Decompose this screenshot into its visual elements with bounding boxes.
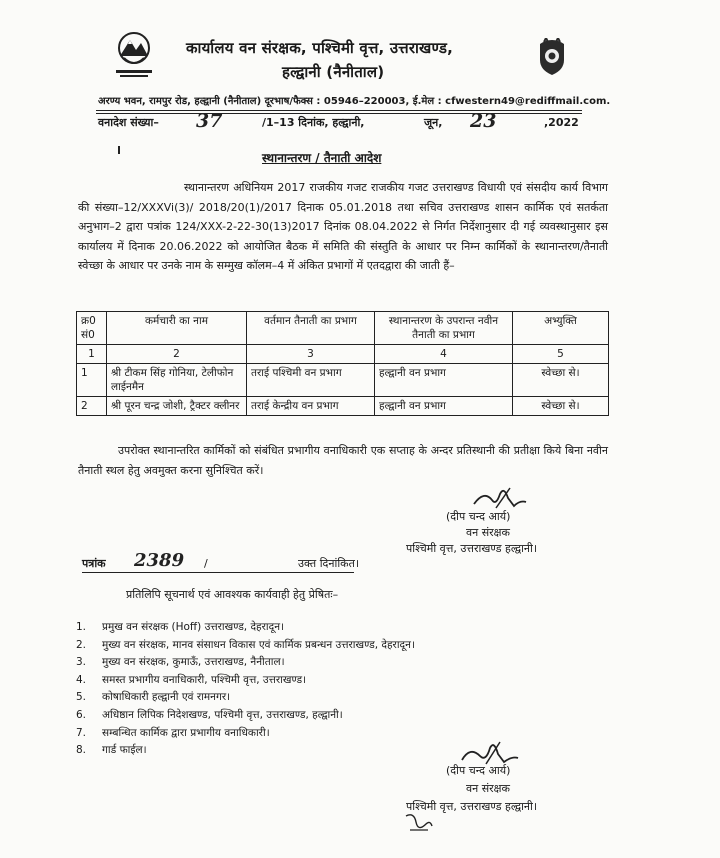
copy-intro: प्रतिलिपि सूचनार्थ एवं आवश्यक कार्यवाही हेतु प्रेषितः–	[126, 588, 339, 601]
letter-ref-number-handwritten: 2389	[134, 550, 185, 571]
body-paragraph: स्थानान्तरण अधिनियम 2017 राजकीय गजट राजकीय गजट उत्तराखण्ड विधायी एवं संसदीय कार्य विभाग की संख्या–12/XXXVi(3)/ 2018/20(1)/2017 दिनाक 05.01.2018 तथा सचिव उत्तराखण्ड शासन कार्मिक एवं सतर्कता अनुभाग–2 द्वारा पत्रांक 124/XXX-2-22-30(13)2017 दिनांक 08.04.2022 से निर्गत निर्देशानुसार दी गई व्यवस्थानुसार इस कार्यालय में दिनाक 20.06.2022 को आयोजित बैठक में समिति की संस्तुति के आधार पर निम्न कार्मिकों के स्थानान्तरण/तैनाती स्वेच्छा के आधार पर उनके नाम के सम्मुख कॉलम–4 में अंकित प्रभागों में एतदद्वारा की जाती हैं–	[78, 181, 608, 272]
row-serial: 2	[77, 397, 107, 416]
table-header-row	[77, 312, 609, 345]
order-number-label: वनादेश संख्या–	[98, 116, 159, 129]
forest-department-emblem-icon	[536, 38, 568, 76]
letter-ref-underline	[82, 572, 354, 573]
initials-mark	[404, 812, 434, 834]
order-day-handwritten: 23	[470, 110, 497, 132]
order-year: ,2022	[544, 116, 579, 129]
column-number: 1	[77, 345, 107, 364]
list-item: 1. प्रमुख वन संरक्षक (Hoff) उत्तराखण्ड, देहरादून।	[76, 621, 285, 633]
office-title-line2: हल्द्वानी (नैनीताल)	[282, 63, 385, 81]
row-current-posting: तराई पश्चिमी वन प्रभाग	[247, 364, 375, 397]
signature-2-office: पश्चिमी वृत्त, उत्तराखण्ड हल्द्वानी।	[406, 800, 538, 813]
table-row	[77, 364, 609, 397]
handwritten-initials-icon	[404, 812, 434, 834]
transfer-table	[76, 311, 609, 416]
header-remarks: अभ्युक्ति	[513, 312, 609, 345]
right-emblem	[536, 38, 568, 76]
margin-tick-mark	[118, 146, 120, 154]
header-current-posting: वर्तमान तैनाती का प्रभाग	[247, 312, 375, 345]
row-remark: स्वेच्छा से।	[513, 397, 609, 416]
signature-1-designation: वन संरक्षक	[466, 526, 510, 539]
row-current-posting: तराई केन्द्रीय वन प्रभाग	[247, 397, 375, 416]
letter-ref-suffix: /	[204, 557, 208, 570]
column-number: 3	[247, 345, 375, 364]
document-title: स्थानान्तरण / तैनाती आदेश	[262, 151, 382, 165]
row-remark: स्वेच्छा से।	[513, 364, 609, 397]
row-employee-name: श्री टीकम सिंह गोनिया, टेलीफोन लाईनमैन	[107, 364, 247, 397]
table-row	[77, 397, 609, 416]
list-item: 5. कोषाधिकारी हल्द्वानी एवं रामनगर।	[76, 691, 231, 704]
signature-2-name: (दीप चन्द आर्य)	[446, 764, 511, 777]
left-logo	[110, 28, 158, 80]
signature-1-office: पश्चिमी वृत्त, उत्तराखण्ड हल्द्वानी।	[406, 542, 538, 555]
signature-2-designation: वन संरक्षक	[466, 782, 510, 795]
list-item: 2. मुख्य वन संरक्षक, मानव संसाधन विकास एवं कार्मिक प्रबन्धन उत्तराखण्ड, देहरादून।	[76, 638, 415, 651]
column-number: 5	[513, 345, 609, 364]
table-column-number-row	[77, 345, 609, 364]
letter-ref-date-text: उक्त दिनांकित।	[298, 557, 360, 570]
uttarakhand-forest-logo-icon	[110, 28, 158, 80]
header-divider-top	[96, 110, 582, 111]
row-employee-name: श्री पूरन चन्द्र जोशी, ट्रैक्टर क्लीनर	[107, 397, 247, 416]
list-item: 8. गार्ड फाईल।	[76, 744, 147, 757]
header-divider-bottom	[96, 113, 582, 114]
header-employee-name: कर्मचारी का नाम	[107, 312, 247, 345]
closing-paragraph: उपरोक्त स्थानान्तरित कार्मिकों को संबंधित प्रभागीय वनाधिकारी एक सप्ताह के अन्दर प्रतिस्थानी की प्रतीक्षा किये बिना नवीन तैनाती स्थल हेतु अवमुक्त करना सुनिश्चित करें।	[78, 444, 608, 477]
header-new-posting: स्थानान्तरण के उपरान्त नवीन तैनाती का प्रभाग	[375, 312, 513, 345]
order-number-handwritten: 37	[196, 110, 223, 132]
column-number: 4	[375, 345, 513, 364]
letter-ref-label: पत्रांक	[82, 557, 106, 570]
row-new-posting: हल्द्वानी वन प्रभाग	[375, 397, 513, 416]
order-month: जून,	[424, 116, 443, 129]
row-new-posting: हल्द्वानी वन प्रभाग	[375, 364, 513, 397]
list-item: 6. अधिष्ठान लिपिक निदेशखण्ड, पश्चिमी वृत्त, उत्तराखण्ड, हल्द्वानी।	[76, 708, 343, 721]
signature-1-name: (दीप चन्द आर्य)	[446, 510, 511, 523]
office-title-line1: कार्यालय वन संरक्षक, पश्चिमी वृत्त, उत्तराखण्ड,	[186, 39, 453, 57]
copy-list	[76, 619, 415, 760]
row-serial: 1	[77, 364, 107, 397]
column-number: 2	[107, 345, 247, 364]
list-item: 7. सम्बन्धित कार्मिक द्वारा प्रभागीय वनाधिकारी।	[76, 726, 270, 739]
order-file-reference: /1–13 दिनांक, हल्द्वानी,	[262, 116, 365, 129]
header-serial: क्र0 सं0	[77, 312, 107, 345]
list-item: 3. मुख्य वन संरक्षक, कुमाऊँ, उत्तराखण्ड, नैनीताल।	[76, 656, 285, 669]
list-item: 4. समस्त प्रभागीय वनाधिकारी, पश्चिमी वृत्त, उत्तराखण्ड।	[76, 673, 307, 686]
address-line: अरण्य भवन, रामपुर रोड, हल्द्वानी (नैनीताल) दूरभाष/फैक्स : 05946–220003, ई.मेल : cfwestern49@rediffmail.com.	[98, 96, 611, 107]
